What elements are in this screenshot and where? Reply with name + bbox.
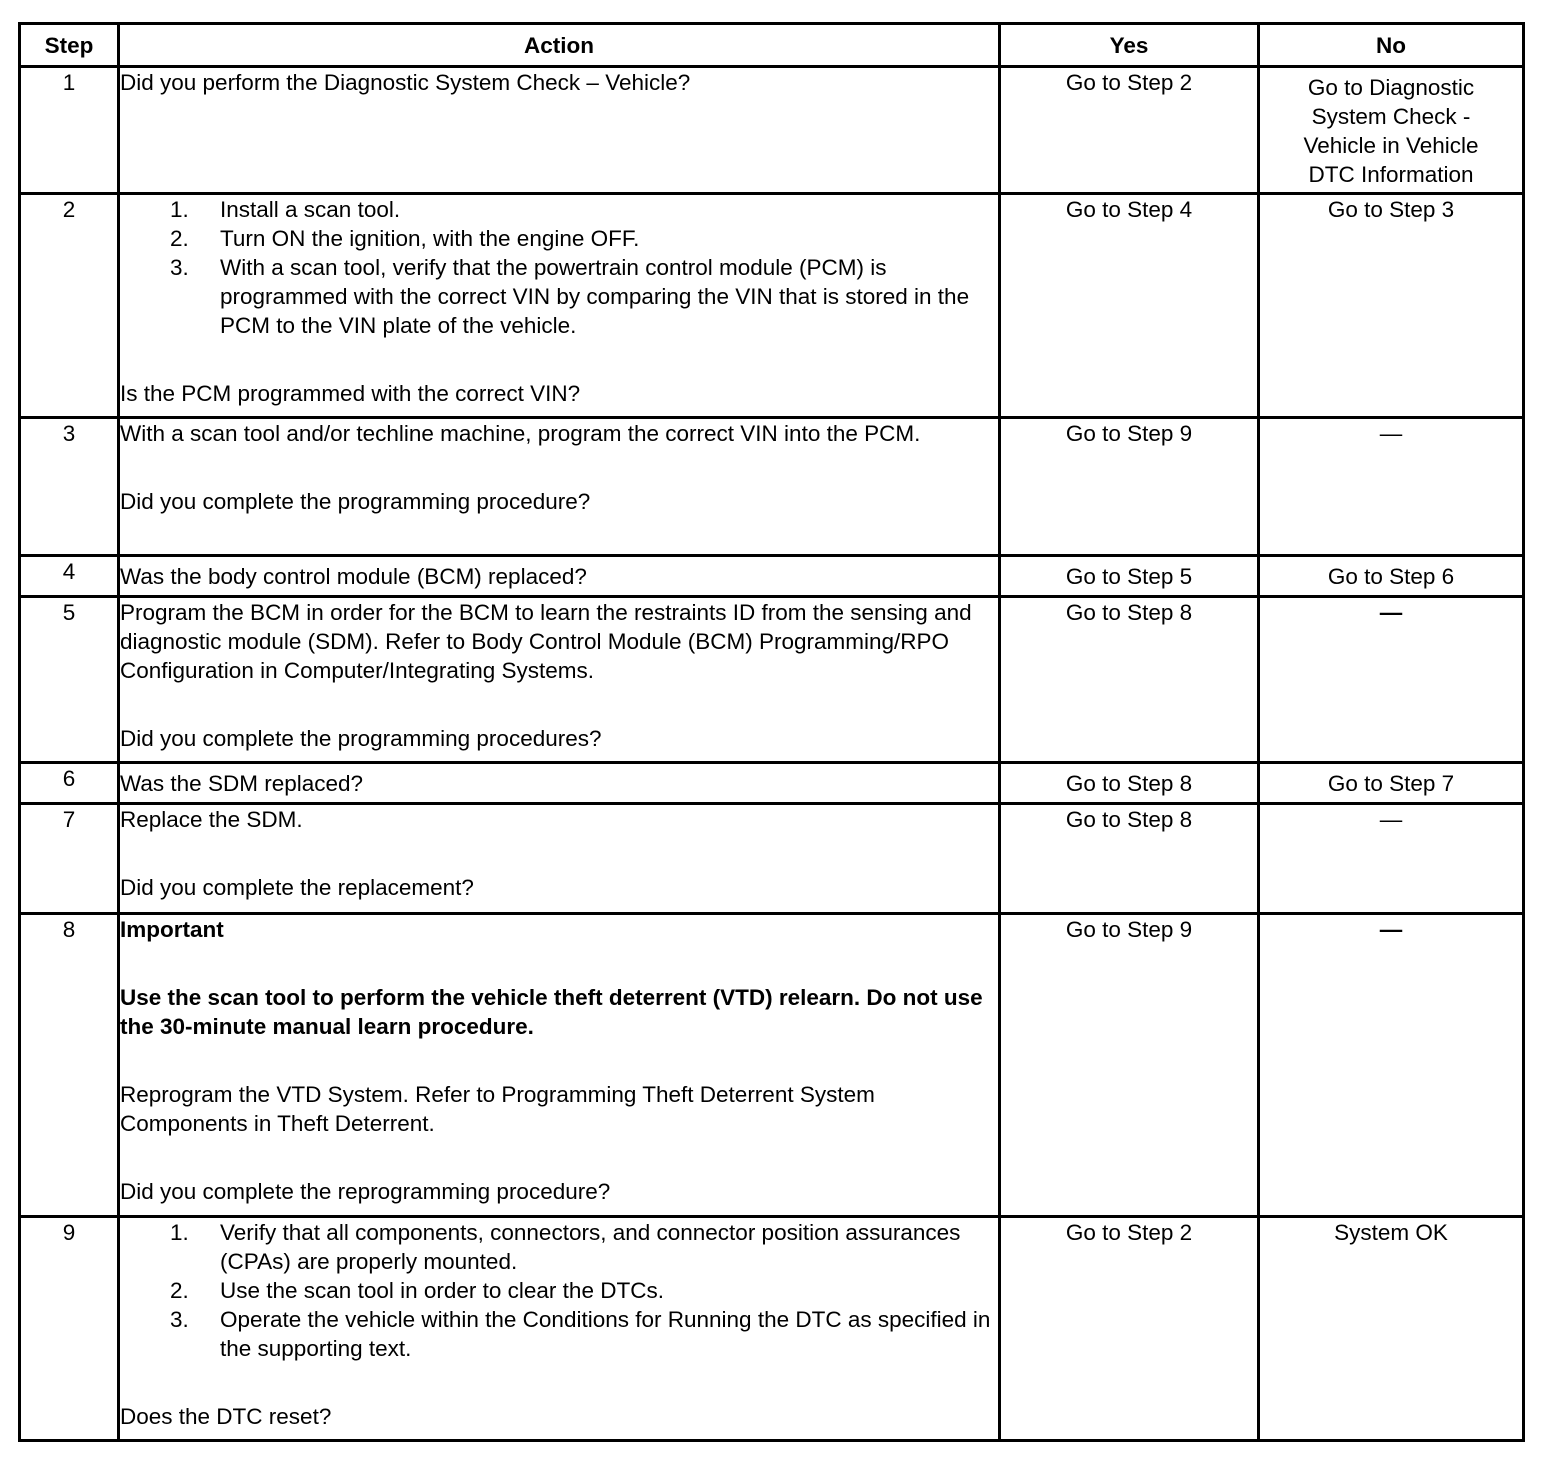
- list-text: Verify that all components, connectors, and connector position assurances (CPAs) are properly mounted.: [220, 1220, 961, 1274]
- action-list: [120, 1218, 998, 1363]
- step-number: 2: [20, 194, 119, 418]
- no-link[interactable]: [1259, 67, 1524, 194]
- action-text: Reprogram the VTD System. Refer to Programming Theft Deterrent System Components in Theft Deterrent.: [120, 1082, 875, 1136]
- list-item: [170, 253, 998, 340]
- no-dash: —: [1259, 597, 1524, 763]
- table-row: [20, 418, 1524, 556]
- step-number: 5: [20, 597, 119, 763]
- no-dash: —: [1259, 914, 1524, 1217]
- yes-link[interactable]: Go to Step 2: [1000, 1217, 1259, 1441]
- action-cell: [119, 1217, 1000, 1441]
- table-row: [20, 1217, 1524, 1441]
- no-link[interactable]: Go to Step 6: [1259, 556, 1524, 597]
- action-question: Does the DTC reset?: [120, 1404, 332, 1429]
- action-cell: [119, 418, 1000, 556]
- important-text: Use the scan tool to perform the vehicle theft deterrent (VTD) relearn. Do not use the 30-minute manual learn procedure.: [120, 985, 983, 1039]
- yes-link[interactable]: Go to Step 5: [1000, 556, 1259, 597]
- step-number: 7: [20, 804, 119, 914]
- action-question: Did you complete the programming procedure?: [120, 489, 591, 514]
- diagnostic-table: [18, 22, 1525, 1442]
- no-dash: —: [1259, 418, 1524, 556]
- list-number: 1.: [170, 1220, 189, 1245]
- list-number: 2.: [170, 226, 189, 251]
- list-text: Use the scan tool in order to clear the DTCs.: [220, 1278, 664, 1303]
- list-text: Install a scan tool.: [220, 197, 401, 222]
- step-number: 6: [20, 763, 119, 804]
- action-cell: [119, 67, 1000, 194]
- action-question: Was the body control module (BCM) replaced?: [120, 563, 587, 589]
- list-item: [170, 1218, 998, 1276]
- action-question: Did you complete the programming procedures?: [120, 726, 602, 751]
- step-number: 3: [20, 418, 119, 556]
- header-no: No: [1259, 24, 1524, 67]
- list-text: Turn ON the ignition, with the engine OFF.: [220, 226, 640, 251]
- yes-link[interactable]: Go to Step 9: [1000, 418, 1259, 556]
- action-list: [120, 195, 998, 340]
- header-yes: Yes: [1000, 24, 1259, 67]
- list-item: [170, 195, 998, 224]
- step-number: 9: [20, 1217, 119, 1441]
- table-row: [20, 597, 1524, 763]
- action-text: With a scan tool and/or techline machine, program the correct VIN into the PCM.: [120, 421, 921, 446]
- action-question: Is the PCM programmed with the correct VIN?: [120, 381, 581, 406]
- action-cell: [119, 194, 1000, 418]
- action-cell: [119, 556, 1000, 597]
- yes-link[interactable]: Go to Step 8: [1000, 763, 1259, 804]
- yes-link[interactable]: Go to Step 2: [1000, 67, 1259, 194]
- no-result: System OK: [1259, 1217, 1524, 1441]
- step-number: 1: [20, 67, 119, 194]
- list-item: [170, 1305, 998, 1363]
- list-item: [170, 1276, 998, 1305]
- table-row: [20, 67, 1524, 194]
- action-question: Was the SDM replaced?: [120, 770, 364, 796]
- table-row: [20, 804, 1524, 914]
- header-row: [20, 24, 1524, 67]
- step-number: 8: [20, 914, 119, 1217]
- yes-link[interactable]: Go to Step 9: [1000, 914, 1259, 1217]
- header-action: Action: [119, 24, 1000, 67]
- table-row: [20, 914, 1524, 1217]
- action-cell: [119, 763, 1000, 804]
- table-row: [20, 194, 1524, 418]
- table-row: [20, 763, 1524, 804]
- no-dash: —: [1259, 804, 1524, 914]
- action-text: Program the BCM in order for the BCM to learn the restraints ID from the sensing and diagnostic module (SDM). Refer to Body Control Module (BCM) Programming/RPO Configuration in Computer/Integrating Systems.: [120, 600, 972, 683]
- action-cell: [119, 597, 1000, 763]
- action-text: Replace the SDM.: [120, 807, 303, 832]
- yes-link[interactable]: Go to Step 8: [1000, 597, 1259, 763]
- list-number: 2.: [170, 1278, 189, 1303]
- step-number: 4: [20, 556, 119, 597]
- action-question: Did you perform the Diagnostic System Check – Vehicle?: [120, 70, 691, 95]
- list-item: [170, 224, 998, 253]
- yes-link[interactable]: Go to Step 8: [1000, 804, 1259, 914]
- list-number: 3.: [170, 255, 189, 280]
- header-step: Step: [20, 24, 119, 67]
- table-row: [20, 556, 1524, 597]
- important-label: Important: [120, 917, 224, 942]
- list-text: With a scan tool, verify that the powertrain control module (PCM) is programmed with the correct VIN by comparing the VIN that is stored in the PCM to the VIN plate of the vehicle.: [220, 255, 970, 338]
- list-text: Operate the vehicle within the Conditions for Running the DTC as specified in the supporting text.: [220, 1307, 991, 1361]
- action-question: Did you complete the replacement?: [120, 875, 474, 900]
- yes-link[interactable]: Go to Step 4: [1000, 194, 1259, 418]
- action-question: Did you complete the reprogramming procedure?: [120, 1179, 611, 1204]
- action-cell: [119, 804, 1000, 914]
- no-link[interactable]: Go to Step 3: [1259, 194, 1524, 418]
- no-link[interactable]: Go to Step 7: [1259, 763, 1524, 804]
- list-number: 3.: [170, 1307, 189, 1332]
- list-number: 1.: [170, 197, 189, 222]
- diagnostic-table-container: [18, 22, 1522, 1442]
- no-link-text: Go to Diagnostic System Check - Vehicle in Vehicle DTC Information: [1303, 75, 1479, 187]
- action-cell: [119, 914, 1000, 1217]
